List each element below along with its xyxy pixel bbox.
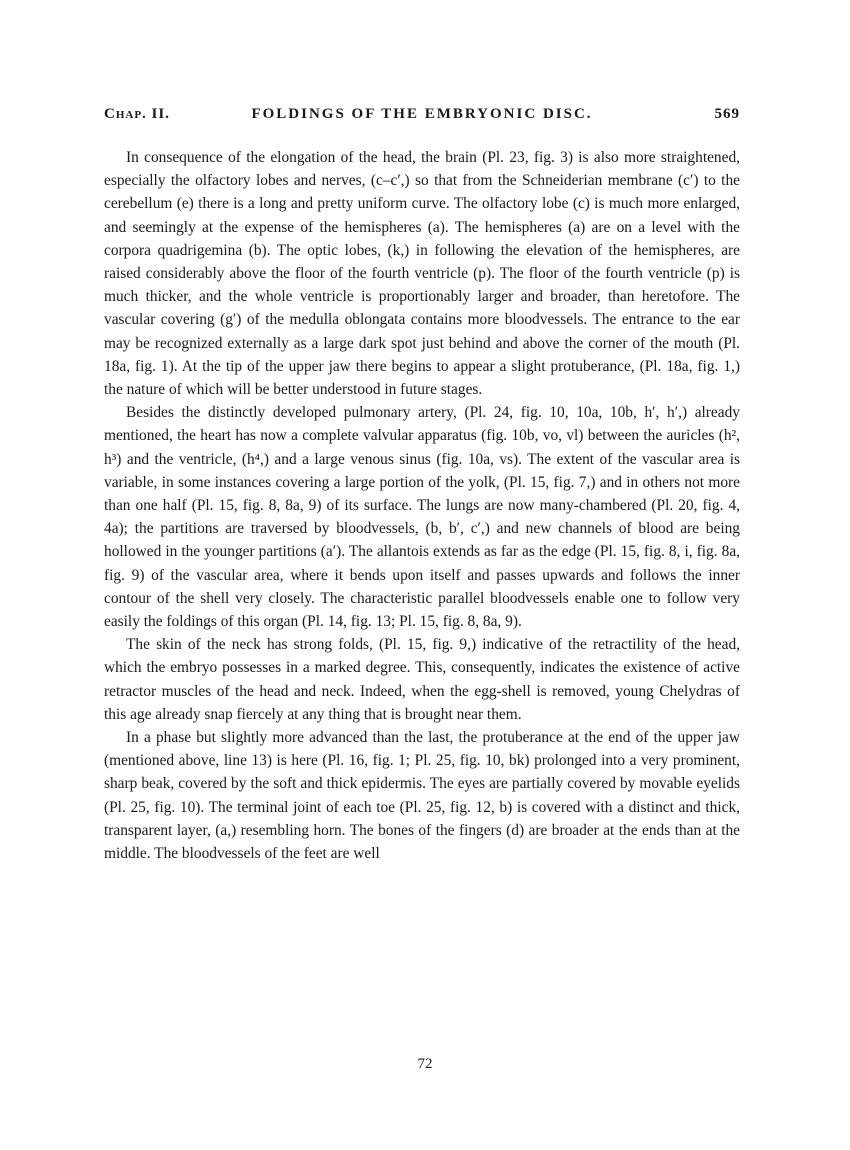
paragraph: In consequence of the elongation of the head, the brain (Pl. 23, fig. 3) is also more straightened, especially the olfactory lobes and nerves, (c–c′,) so that from the Schneiderian membrane (c′) to the cerebellum (e) there is a long and pretty uniform curve. The olfactory lobe (c) is much more enlarged, and seemingly at the expense of the hemispheres (a). The hemispheres (a) are on a level with the corpora quadrigemina (b). The optic lobes, (k,) in following the elevation of the hemispheres, are raised considerably above the floor of the fourth ventricle (p). The floor of the fourth ventricle (p) is much thicker, and the whole ventricle is proportionably larger and broader, than heretofore. The vascular covering (g′) of the medulla oblongata contains more bloodvessels. The entrance to the ear may be recognized externally as a large dark spot just behind and above the corner of the mouth (Pl. 18a, fig. 1). At the tip of the upper jaw there begins to appear a slight protuberance, (Pl. 18a, fig. 1,) the nature of which will be better understood in future stages.: [104, 149, 740, 399]
scan-smudge: [64, 40, 154, 50]
page-number: 569: [714, 106, 740, 122]
running-header: [104, 106, 740, 128]
paragraph: Besides the distinctly developed pulmonary artery, (Pl. 24, fig. 10, 10a, 10b, h′, h′,) already mentioned, the heart has now a complete valvular apparatus (fig. 10b, vo, vl) between the auricles (h², h³) and the ventricle, (h⁴,) and a large venous sinus (fig. 10a, vs). The extent of the vascular area is variable, in some instances covering a large portion of the yolk, (Pl. 15, fig. 7,) and in others not more than one half (Pl. 15, fig. 8, 8a, 9) of its surface. The lungs are now many-chambered (Pl. 20, fig. 4, 4a); the partitions are traversed by bloodvessels, (b, b′, c′,) and new channels of blood are being hollowed in the younger partitions (a′). The allantois extends as far as the edge (Pl. 15, fig. 8, i, fig. 8a, fig. 9) of the vascular area, where it bends upon itself and passes upwards and follows the inner contour of the shell very closely. The characteristic parallel bloodvessels enable one to follow very easily the foldings of this organ (Pl. 14, fig. 13; Pl. 15, fig. 8, 8a, 9).: [104, 404, 740, 631]
chapter-label: Chap. II.: [104, 106, 170, 122]
paragraph: The skin of the neck has strong folds, (Pl. 15, fig. 9,) indicative of the retractility of the head, which the embryo possesses in a marked degree. This, consequently, indicates the existence of active retractor muscles of the head and neck. Indeed, when the egg-shell is removed, young Chelydras of this age already snap fiercely at any thing that is brought near them.: [104, 636, 740, 723]
running-title: FOLDINGS OF THE EMBRYONIC DISC.: [251, 106, 593, 122]
body-text: [104, 146, 740, 865]
paragraph: In a phase but slightly more advanced than the last, the protuberance at the end of the upper jaw (mentioned above, line 13) is here (Pl. 16, fig. 1; Pl. 25, fig. 10, bk) prolonged into a very prominent, sharp beak, covered by the soft and thick epidermis. The eyes are partially covered by movable eyelids (Pl. 25, fig. 10). The terminal joint of each toe (Pl. 25, fig. 12, b) is covered with a distinct and thick, transparent layer, (a,) resembling horn. The bones of the fingers (d) are broader at the ends than at the middle. The bloodvessels of the feet are well: [104, 729, 740, 863]
signature-mark: 72: [417, 1056, 433, 1072]
